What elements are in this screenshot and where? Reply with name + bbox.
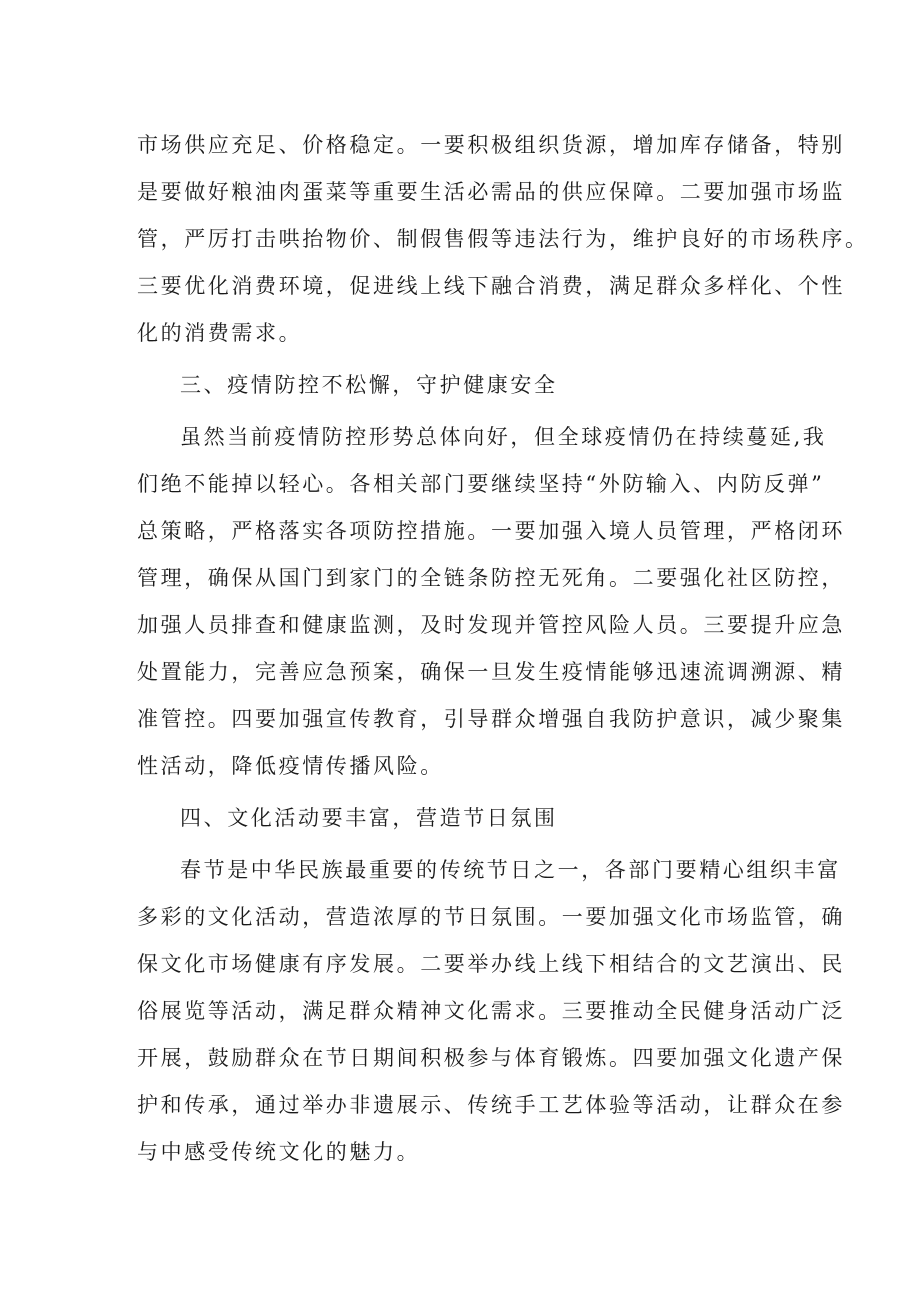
text-line: 多彩的文化活动，营造浓厚的节日氛围。一要加强文化市场监管，确 (137, 905, 845, 929)
text-line: 加强人员排查和健康监测，及时发现并管控风险人员。三要提升应急 (137, 613, 845, 637)
text-line: 管理，确保从国门到家门的全链条防控无死角。二要强化社区防控， (137, 566, 845, 590)
text-line: 开展，鼓励群众在节日期间积极参与体育锻炼。四要加强文化遗产保 (137, 1046, 845, 1070)
text-line: 管，严厉打击哄抬物价、制假售假等违法行为，维护良好的市场秩序。 (137, 227, 869, 251)
text-line: 三要优化消费环境，促进线上线下融合消费，满足群众多样化、个性 (137, 274, 845, 298)
text-line: 性活动，降低疫情传播风险。 (137, 754, 444, 778)
text-line: 保文化市场健康有序发展。二要举办线上线下相结合的文艺演出、民 (137, 952, 845, 976)
section-heading: 三、疫情防控不松懈，守护健康安全 (180, 373, 558, 397)
text-line: 总策略，严格落实各项防控措施。一要加强入境人员管理，严格闭环 (137, 519, 845, 543)
text-line: 护和传承，通过举办非遗展示、传统手工艺体验等活动，让群众在参 (137, 1093, 845, 1117)
paragraph-first-line: 春节是中华民族最重要的传统节日之一，各部门要精心组织丰富 (180, 858, 841, 882)
paragraph-first-line: 虽然当前疫情防控形势总体向好，但全球疫情仍在持续蔓延,我 (180, 425, 827, 449)
text-line: 准管控。四要加强宣传教育，引导群众增强自我防护意识，减少聚集 (137, 707, 845, 731)
text-line: 化的消费需求。 (137, 321, 303, 345)
text-line: 与中感受传统文化的魅力。 (137, 1140, 421, 1164)
text-line: 处置能力，完善应急预案，确保一旦发生疫情能够迅速流调溯源、精 (137, 660, 845, 684)
text-line: 俗展览等活动，满足群众精神文化需求。三要推动全民健身活动广泛 (137, 999, 845, 1023)
text-line: 是要做好粮油肉蛋菜等重要生活必需品的供应保障。二要加强市场监 (137, 180, 845, 204)
section-heading: 四、文化活动要丰富，营造节日氛围 (180, 806, 558, 830)
text-line: 们绝不能掉以轻心。各相关部门要继续坚持“外防输入、内防反弹” (137, 472, 825, 496)
text-line: 市场供应充足、价格稳定。一要积极组织货源，增加库存储备，特别 (137, 133, 845, 157)
